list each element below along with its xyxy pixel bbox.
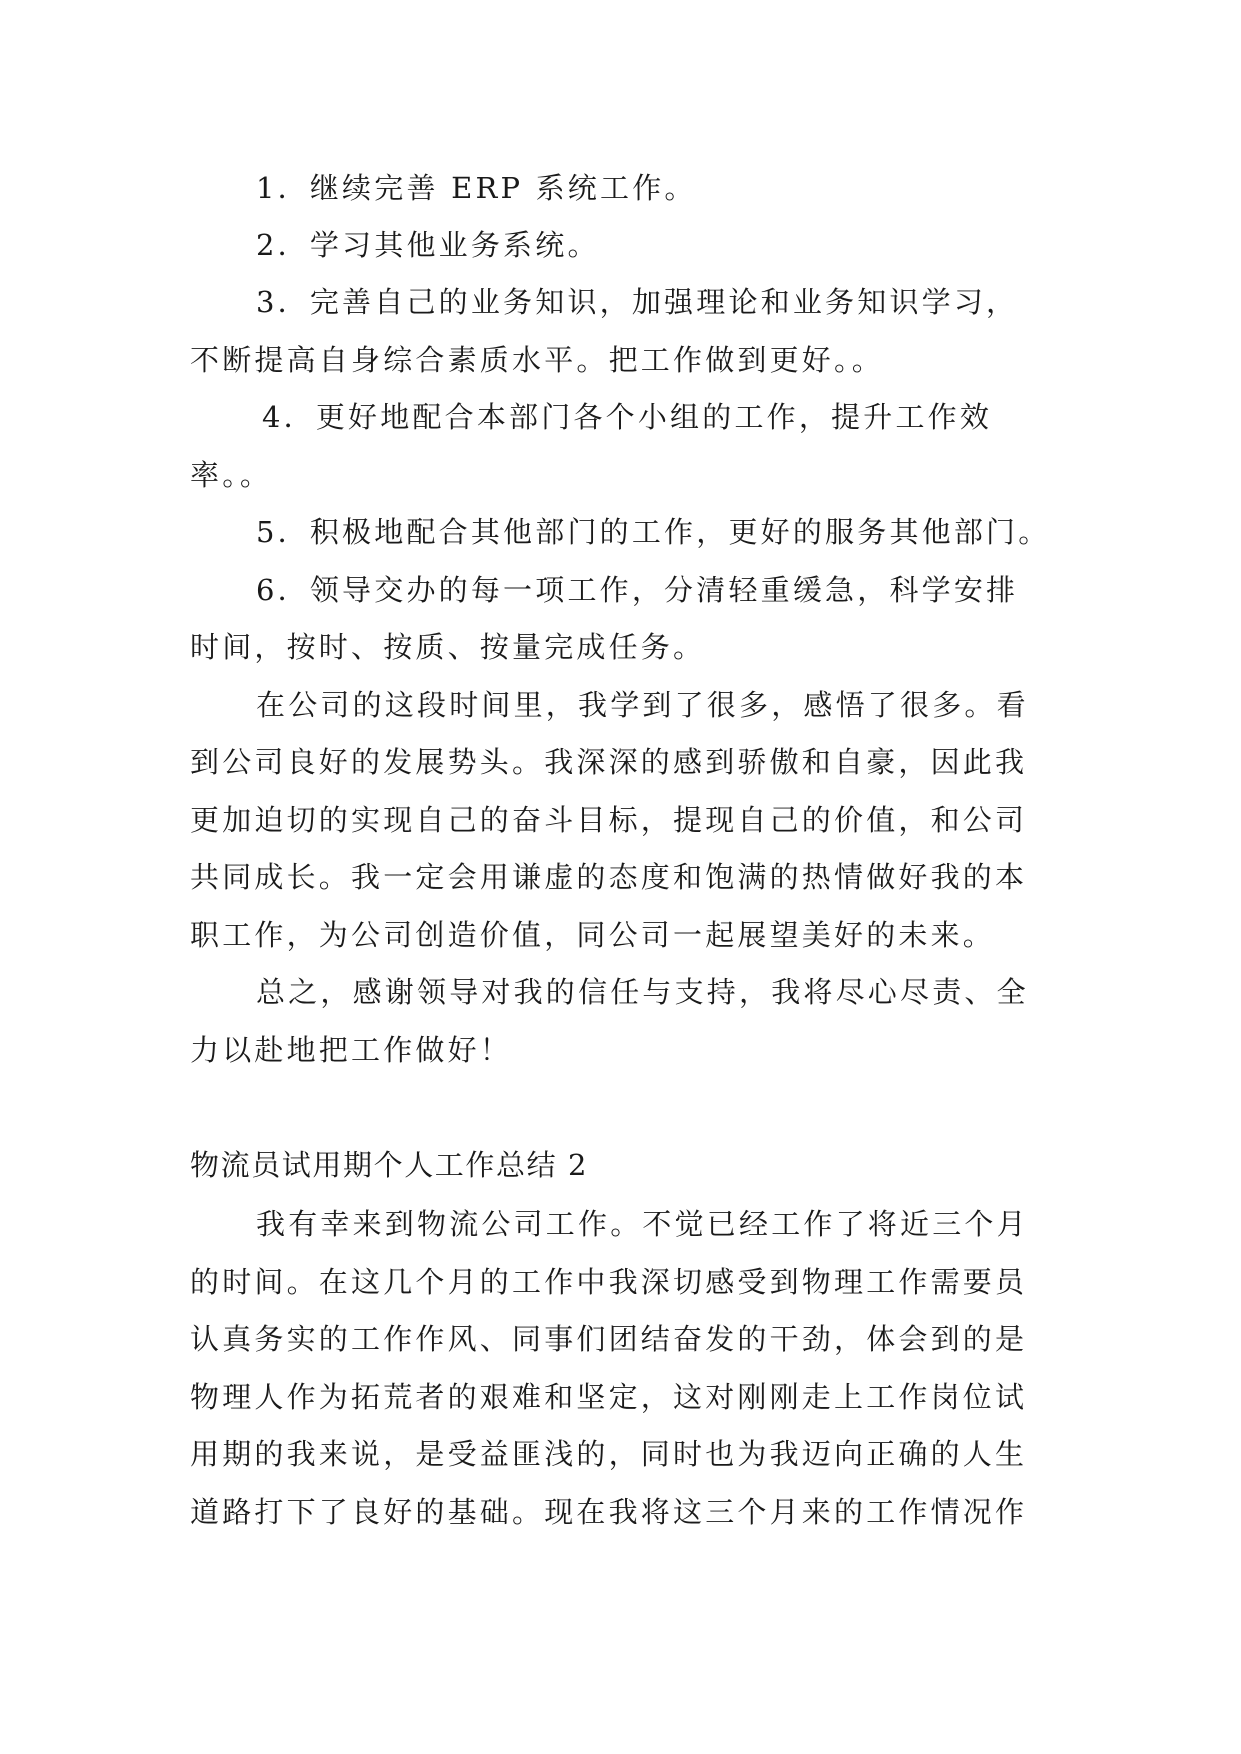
list-item-4-line-1: 4．更好地配合本部门各个小组的工作，提升工作效 xyxy=(262,400,993,434)
list-item-6-line-2: 时间，按时、按质、按量完成任务。 xyxy=(190,630,706,664)
paragraph-line: 在公司的这段时间里，我学到了很多，感悟了很多。看 xyxy=(256,688,1029,722)
list-item-4-line-2: 率。。 xyxy=(190,458,273,492)
paragraph-line: 的时间。在这几个月的工作中我深切感受到物理工作需要员 xyxy=(190,1265,1028,1299)
paragraph-line: 物理人作为拓荒者的艰难和坚定，这对刚刚走上工作岗位试 xyxy=(190,1380,1028,1414)
paragraph-line: 用期的我来说，是受益匪浅的，同时也为我迈向正确的人生 xyxy=(190,1437,1028,1471)
paragraph-line: 总之，感谢领导对我的信任与支持，我将尽心尽责、全 xyxy=(256,975,1029,1009)
paragraph-line: 力以赴地把工作做好！ xyxy=(190,1033,513,1067)
list-item-6-line-1: 6．领导交办的每一项工作，分清轻重缓急，科学安排 xyxy=(256,573,1019,607)
paragraph-line: 到公司良好的发展势头。我深深的感到骄傲和自豪，因此我 xyxy=(190,745,1028,779)
paragraph-line: 认真务实的工作作风、同事们团结奋发的干劲，体会到的是 xyxy=(190,1322,1028,1356)
paragraph-line: 共同成长。我一定会用谦虚的态度和饱满的热情做好我的本 xyxy=(190,860,1028,894)
paragraph-line: 我有幸来到物流公司工作。不觉已经工作了将近三个月 xyxy=(256,1207,1029,1241)
section-heading: 物流员试用期个人工作总结 2 xyxy=(190,1148,589,1182)
list-item-1: 1．继续完善 ERP 系统工作。 xyxy=(256,171,697,205)
paragraph-line: 道路打下了良好的基础。现在我将这三个月来的工作情况作 xyxy=(190,1495,1028,1529)
paragraph-line: 职工作，为公司创造价值，同公司一起展望美好的未来。 xyxy=(190,918,996,952)
list-item-3-line-2: 不断提高自身综合素质水平。把工作做到更好。。 xyxy=(190,343,884,377)
paragraph-line: 更加迫切的实现自己的奋斗目标，提现自己的价值，和公司 xyxy=(190,803,1028,837)
list-item-3-line-1: 3．完善自己的业务知识，加强理论和业务知识学习， xyxy=(256,285,1019,319)
list-item-5: 5．积极地配合其他部门的工作，更好的服务其他部门。 xyxy=(256,515,1051,549)
list-item-2: 2．学习其他业务系统。 xyxy=(256,228,600,262)
